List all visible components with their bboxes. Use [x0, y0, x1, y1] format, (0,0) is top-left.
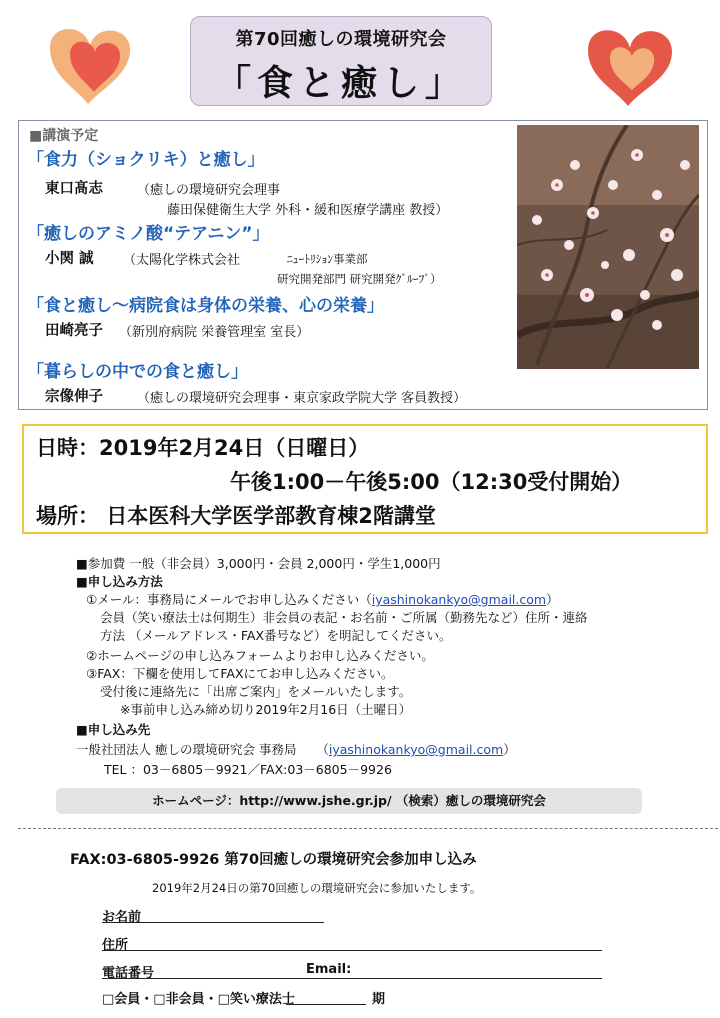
speaker-2-affiliation-dept: ﾆｭｰﾄﾘｼｮﾝ事業部: [287, 252, 368, 266]
event-date: 日時：2019年2月24日（日曜日）: [36, 436, 370, 460]
apply-method-header: ■申し込み方法: [76, 574, 163, 589]
event-subtitle: 第70回癒しの環境研究会: [235, 29, 447, 50]
apply-method-1-text: ①メール：事務局にメールでお申し込みください（: [86, 592, 372, 607]
phone-field-label: 電話番号: [102, 966, 155, 981]
contact-email-open: （: [316, 742, 329, 757]
heart-decoration-right-icon: [576, 18, 686, 108]
email-field-label: Email:: [306, 962, 352, 977]
name-field-label: お名前: [102, 910, 142, 925]
talk-title-3: 「食と癒し～病院食は身体の栄養、心の栄養」: [27, 296, 384, 316]
contact-org: 一般社団法人 癒しの環境研究会 事務局: [76, 742, 297, 757]
contact-line: [76, 740, 516, 758]
lecture-schedule-box: [18, 120, 708, 410]
homepage-bar[interactable]: ホームページ：http://www.jshe.gr.jp/ （検索）癒しの環境研究会: [56, 788, 642, 814]
apply-method-1-detail-1: 会員（笑い療法士は何期生）非会員の表記・お名前・ご所属（勤務先など）住所・連絡: [100, 610, 588, 625]
speaker-3: 田崎亮子: [45, 323, 103, 339]
lecture-section-label: ■講演予定: [29, 128, 99, 144]
event-title: 「食と癒し」: [214, 63, 467, 104]
speaker-4: 宗像伸子: [45, 389, 103, 405]
membership-options[interactable]: □会員・□非会員・□笑い療法士: [102, 992, 295, 1007]
fee-info: ■参加費 一般（非会員）3,000円・会員 2,000円・学生1,000円: [76, 556, 441, 571]
address-field-label: 住所: [102, 938, 129, 953]
plum-blossom-photo: [517, 125, 699, 369]
name-field-line[interactable]: [102, 922, 324, 923]
fax-form-title: FAX:03-6805-9926 第70回癒しの環境研究会参加申し込み: [70, 852, 477, 868]
event-place: 場所： 日本医科大学医学部教育棟2階講堂: [36, 504, 436, 528]
speaker-4-affiliation: （癒しの環境研究会理事・東京家政学院大学 客員教授）: [137, 391, 467, 406]
cut-line-divider: [18, 828, 718, 829]
speaker-3-affiliation: （新別府病院 栄養管理室 室長）: [119, 325, 310, 340]
talk-title-1: 「食力（ショクリキ）と癒し」: [27, 150, 265, 170]
membership-period-line[interactable]: [286, 1004, 366, 1005]
apply-method-3: ③FAX：下欄を使用してFAXにてお申し込みください。: [86, 666, 394, 681]
speaker-1-affiliation-2: 藤田保健衛生大学 外科・緩和医療学講座 教授）: [167, 203, 449, 218]
address-field-line[interactable]: [102, 950, 602, 951]
speaker-2: 小関 誠: [45, 251, 94, 267]
contact-header: ■申し込み先: [76, 722, 151, 737]
event-time: 午後1:00－午後5:00（12:30受付開始）: [230, 470, 633, 494]
speaker-2-affiliation: （太陽化学株式会社: [123, 253, 241, 268]
contact-email-close: ）: [503, 742, 516, 757]
speaker-1-affiliation: （癒しの環境研究会理事: [137, 183, 281, 198]
speaker-2-affiliation-2: 研究開発部門 研究開発ｸﾞﾙｰﾌﾟ）: [277, 272, 442, 286]
event-datetime-box: [22, 424, 708, 534]
apply-method-2: ②ホームページの申し込みフォームよりお申し込みください。: [86, 648, 434, 663]
contact-tel-fax: TEL ：03－6805－9921／FAX:03－6805－9926: [104, 762, 392, 777]
fax-form-note: 2019年2月24日の第70回癒しの環境研究会に参加いたします。: [152, 881, 482, 895]
membership-period-suffix: 期: [372, 992, 386, 1007]
email-link[interactable]: iyashinokankyo@gmail.com: [371, 592, 547, 607]
apply-method-1-detail-2: 方法 （メールアドレス・FAX番号など）を明記してください。: [100, 628, 452, 643]
talk-title-2: 「癒しのアミノ酸“テアニン”」: [27, 224, 270, 244]
apply-method-1: [86, 590, 559, 608]
deadline-note: ※事前申し込み締め切り2019年2月16日（土曜日）: [120, 702, 412, 717]
phone-email-field-line[interactable]: [102, 978, 602, 979]
heart-decoration-left-icon: [40, 18, 150, 108]
title-box: [190, 16, 492, 106]
close-paren: ）: [546, 592, 559, 607]
speaker-1: 東口髙志: [45, 181, 103, 197]
apply-method-3-detail: 受付後に連絡先に「出席ご案内」をメールいたします。: [100, 684, 412, 699]
talk-title-4: 「暮らしの中での食と癒し」: [27, 362, 248, 382]
contact-email-link[interactable]: iyashinokankyo@gmail.com: [328, 742, 504, 757]
